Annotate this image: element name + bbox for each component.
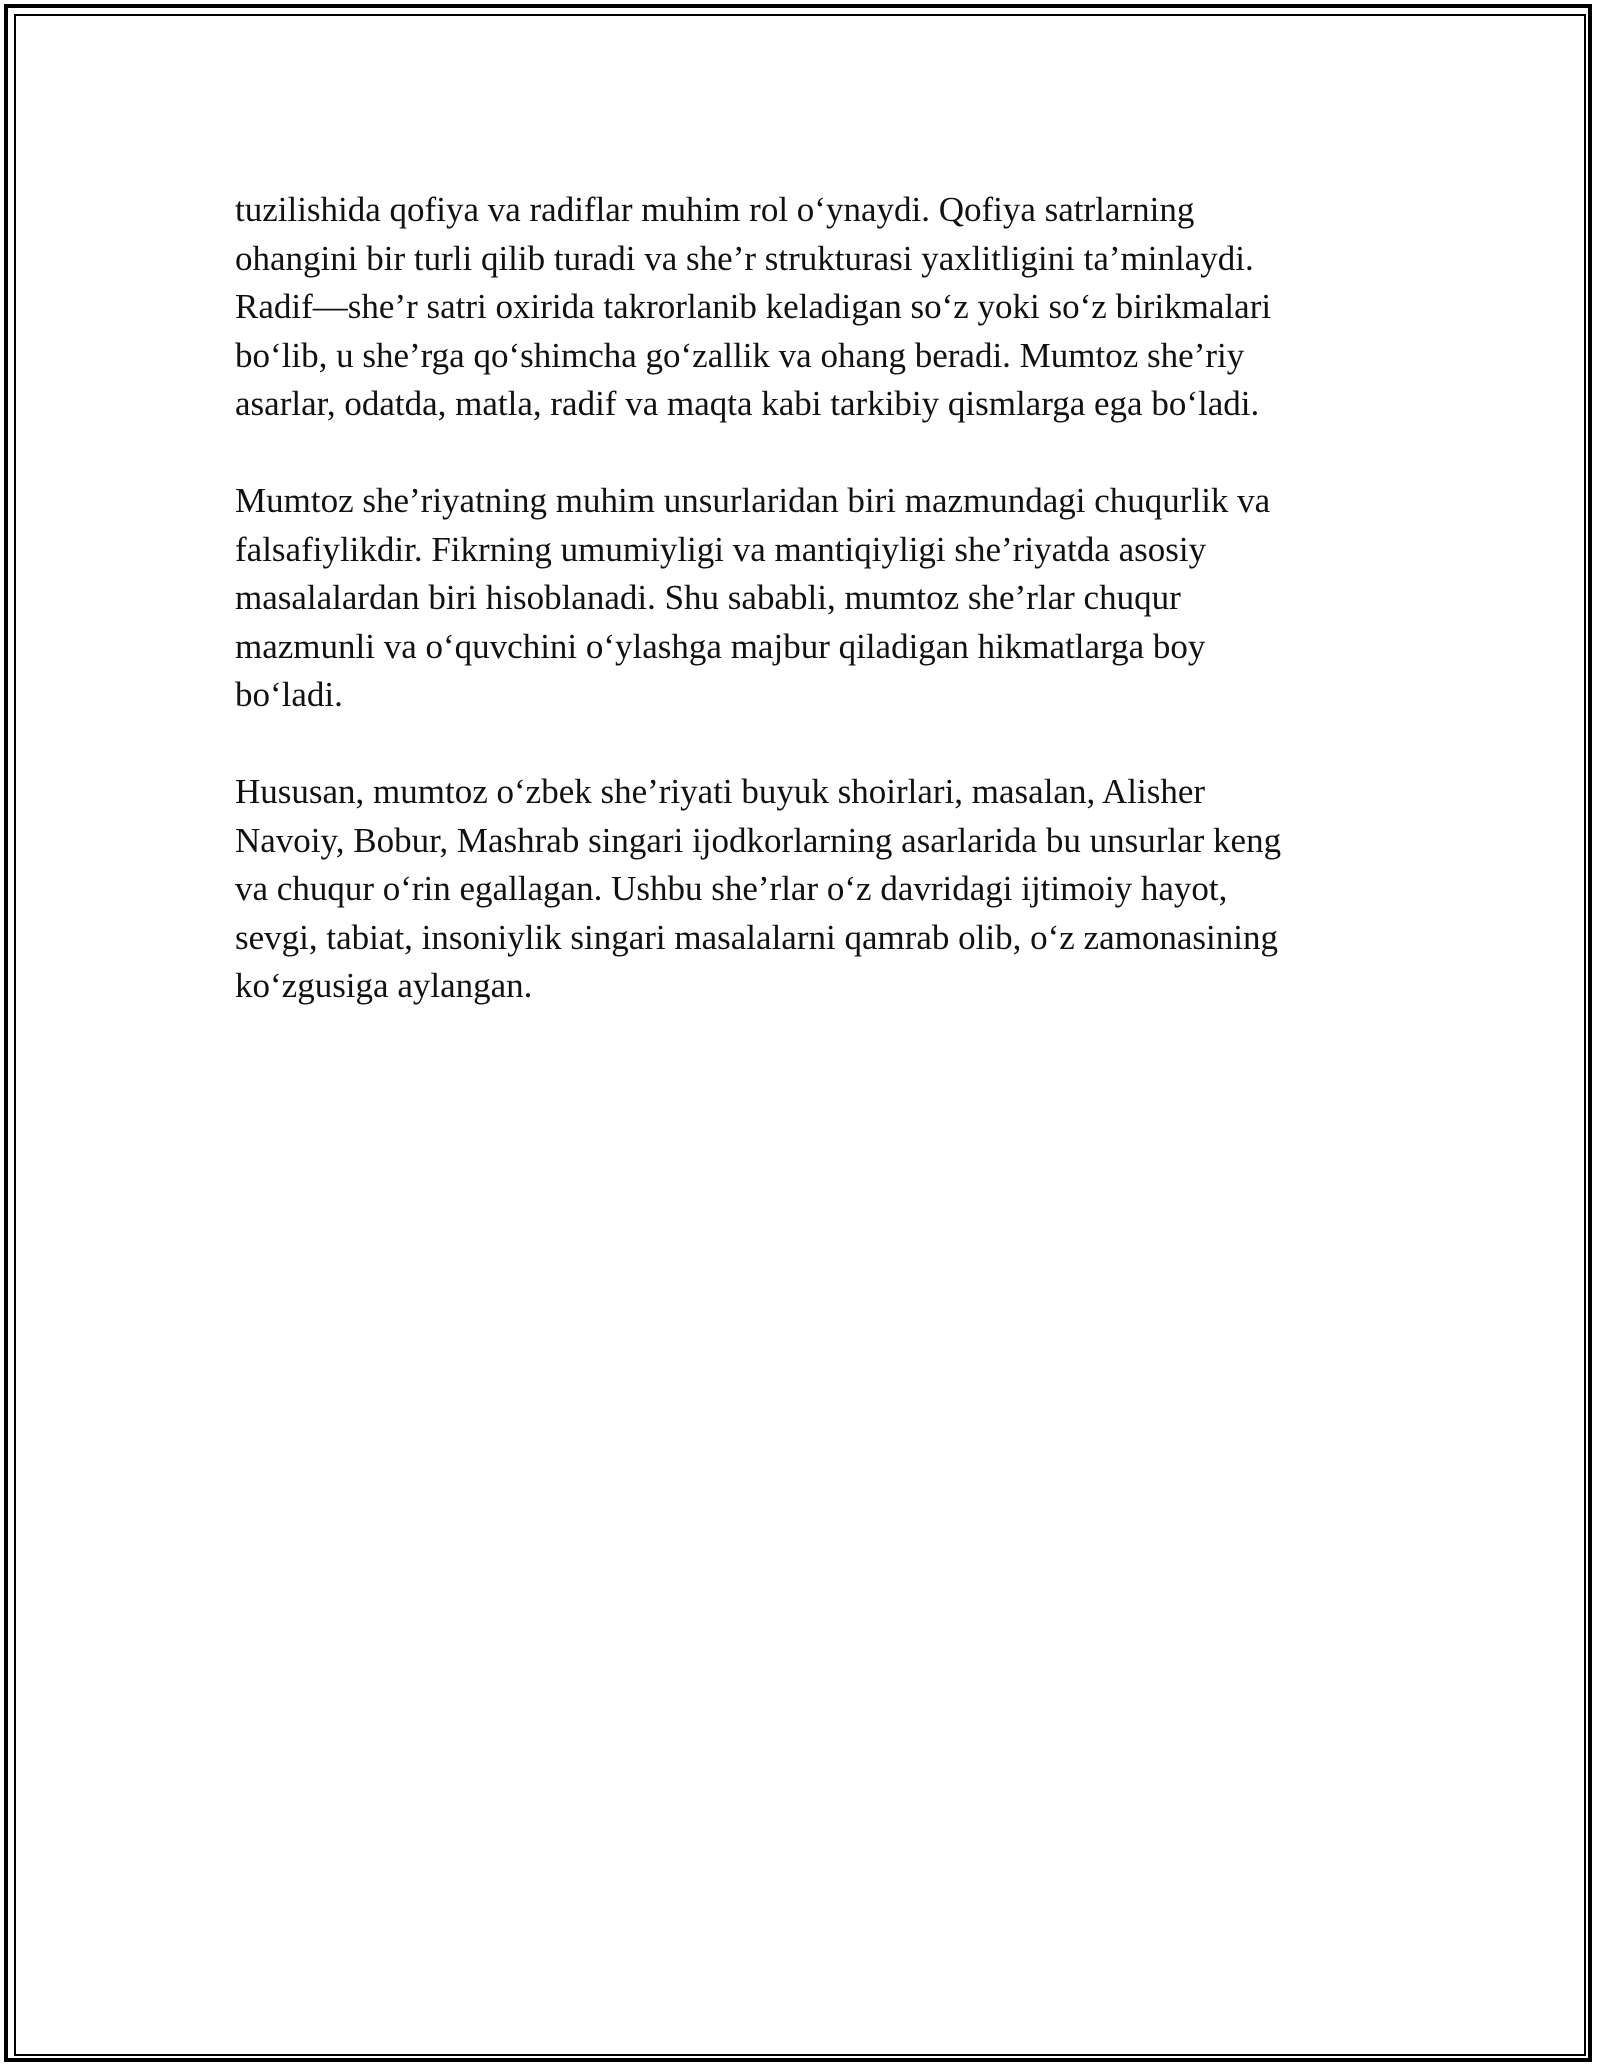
paragraph-2 xyxy=(235,477,1365,720)
text-line: falsafiylikdir. Fikrning umumiyligi va mantiqiyligi she’riyatda asosiy xyxy=(235,529,1207,569)
text-line: sevgi, tabiat, insoniylik singari masalalarni qamrab olib, o‘z zamonasining xyxy=(235,917,1278,957)
text-line: bo‘ladi. xyxy=(235,675,343,714)
text-line: Radif—she’r satri oxirida takrorlanib keladigan so‘z yoki so‘z birikmalari xyxy=(235,287,1272,326)
paragraph-1 xyxy=(235,186,1365,429)
paragraph-3 xyxy=(235,768,1365,1011)
text-line: va chuqur o‘rin egallagan. Ushbu she’rlar o‘z davridagi ijtimoiy hayot, xyxy=(235,869,1228,908)
document-body xyxy=(235,186,1365,1059)
text-line: ohangini bir turli qilib turadi va she’r strukturasi yaxlitligini ta’minlaydi. xyxy=(235,238,1254,278)
text-line: ko‘zgusiga aylangan. xyxy=(235,966,533,1005)
text-line: Hususan, mumtoz o‘zbek she’riyati buyuk shoirlari, masalan, Alisher xyxy=(235,772,1206,811)
text-line: tuzilishida qofiya va radiflar muhim rol o‘ynaydi. Qofiya satrlarning xyxy=(235,190,1195,229)
text-line: Mumtoz she’riyatning muhim unsurlaridan biri mazmundagi chuqurlik va xyxy=(235,481,1271,520)
text-line: Navoiy, Bobur, Mashrab singari ijodkorlarning asarlarida bu unsurlar keng xyxy=(235,820,1282,860)
text-line: asarlar, odatda, matla, radif va maqta kabi tarkibiy qismlarga ega bo‘ladi. xyxy=(235,384,1260,423)
text-line: bo‘lib, u she’rga qo‘shimcha go‘zallik va ohang beradi. Mumtoz she’riy xyxy=(235,335,1245,375)
text-line: masalalardan biri hisoblanadi. Shu sababli, mumtoz she’rlar chuqur xyxy=(235,578,1181,617)
text-line: mazmunli va o‘quvchini o‘ylashga majbur qiladigan hikmatlarga boy xyxy=(235,626,1206,666)
